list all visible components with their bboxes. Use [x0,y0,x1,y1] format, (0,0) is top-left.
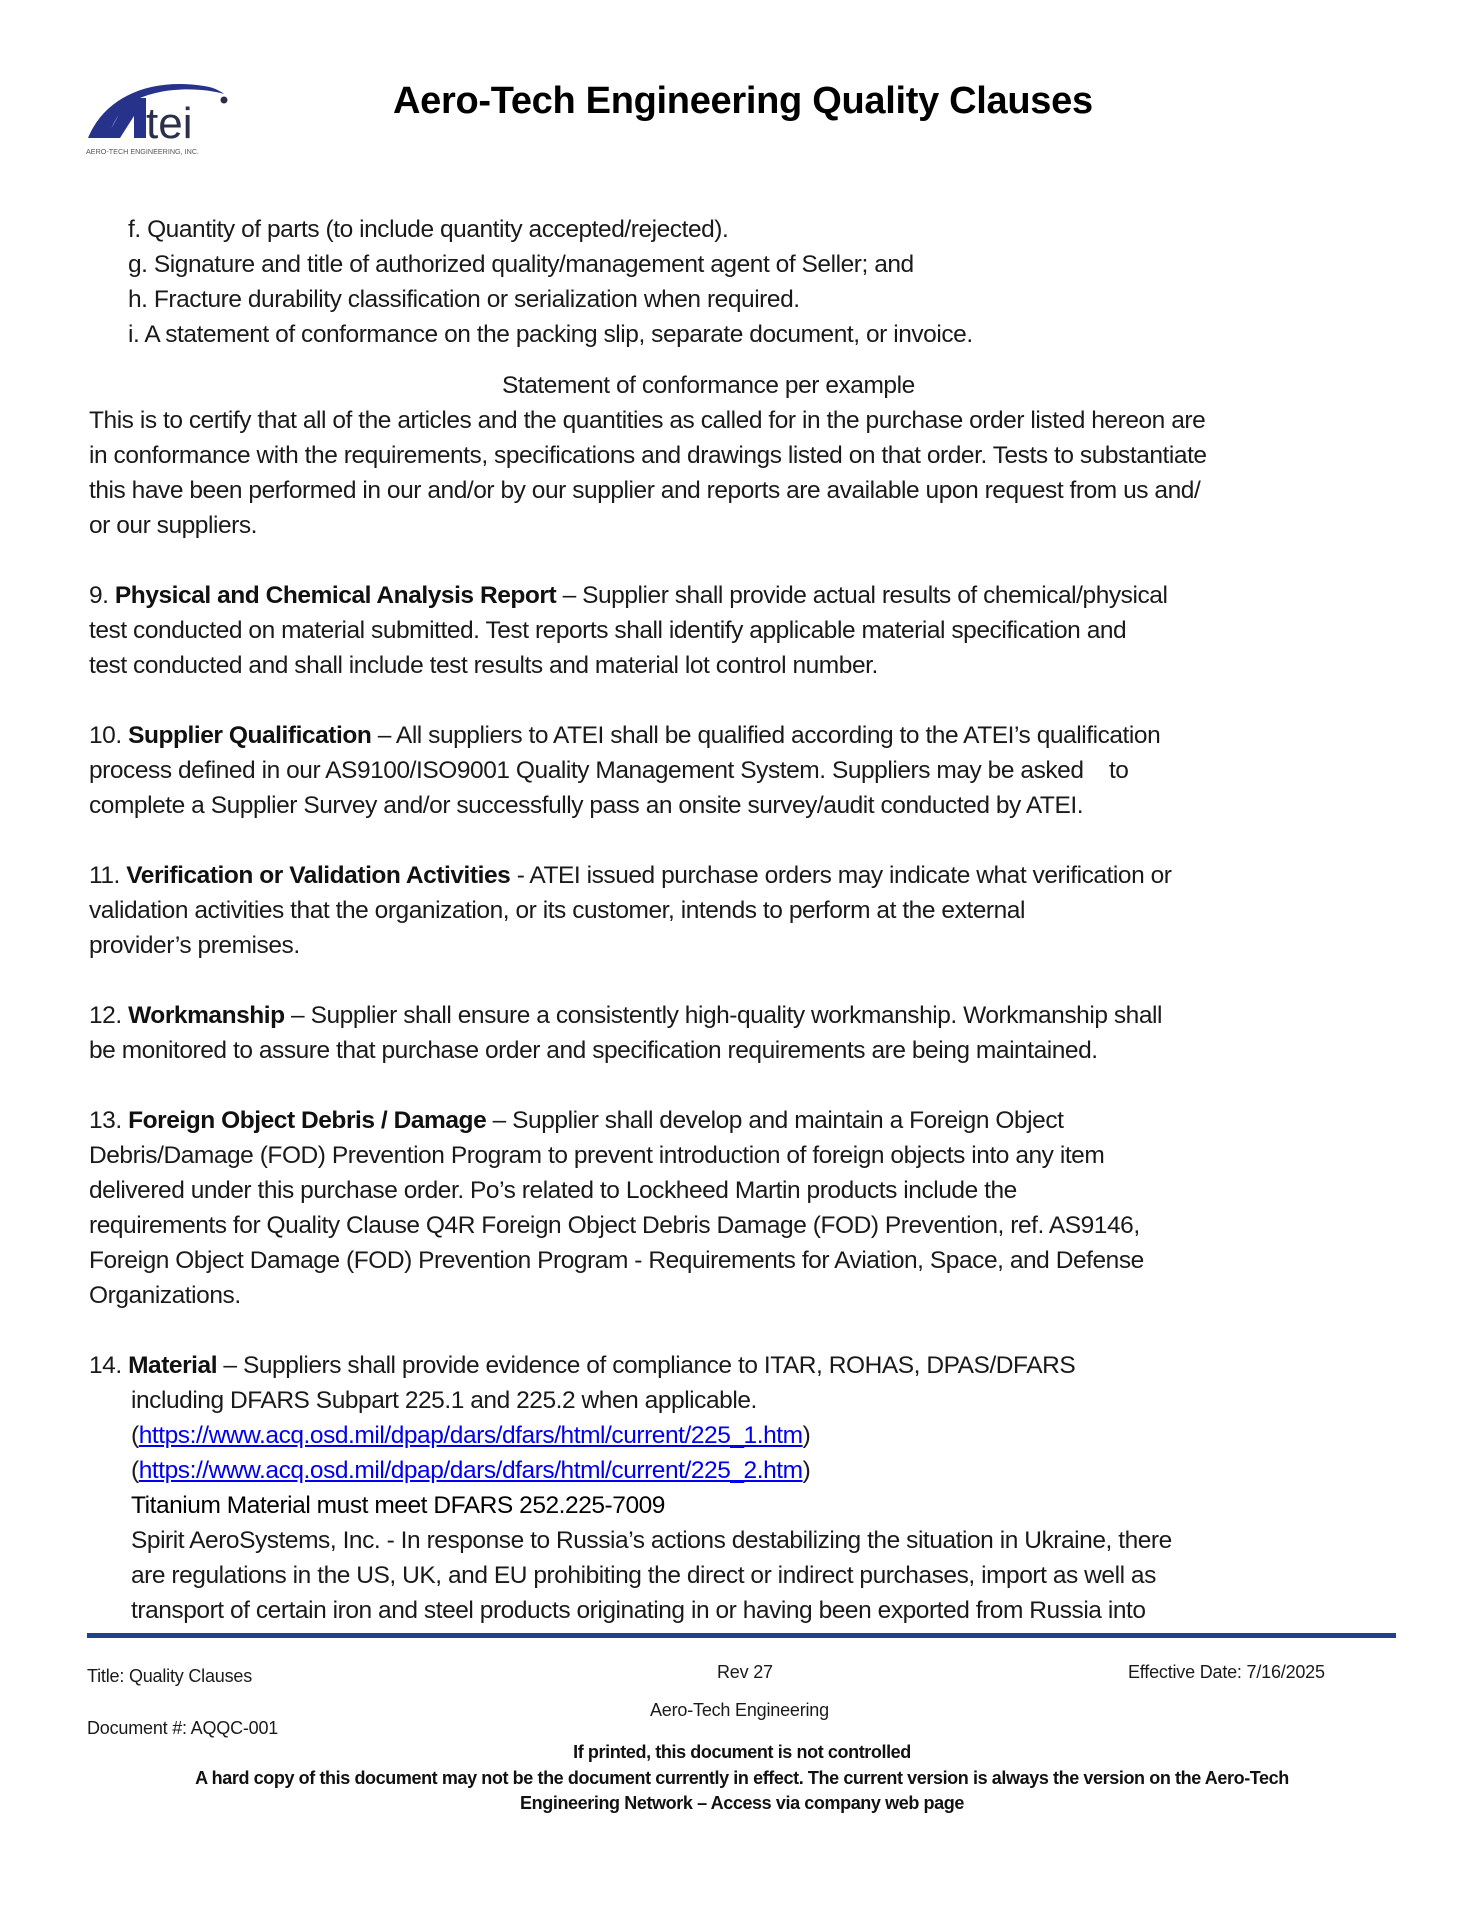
clause-12-heading: 12. Workmanship – Supplier shall ensure a consistently high-quality workmanship. Workmanship shall [89,1002,1162,1029]
clause-9-line: test conducted on material submitted. Test reports shall identify applicable material specification and [89,617,1127,644]
clause-9-line: test conducted and shall include test results and material lot control number. [89,652,878,679]
footer-disclaimer-line-1: A hard copy of this document may not be the document currently in effect. The current version is always the version on the Aero-Tech [195,1768,1289,1788]
conformance-heading: Statement of conformance per example [502,372,915,399]
clause-title: Supplier Qualification [128,722,372,749]
footer-divider [87,1633,1396,1638]
dfars-225-1-link[interactable]: https://www.acq.osd.mil/dpap/dars/dfars/html/current/225_1.htm [138,1422,803,1449]
clause-10-line: process defined in our AS9100/ISO9001 Quality Management System. Suppliers may be asked to [89,757,1129,784]
clause-text: Supplier shall ensure a consistently high-quality workmanship. Workmanship shall [310,1002,1162,1029]
clause-title: Physical and Chemical Analysis Report [114,582,557,609]
clause-number: 12. [89,1002,122,1029]
list-item: g. Signature and title of authorized quality/management agent of Seller; and [128,251,914,278]
footer-document-number: Document #: AQQC-001 [87,1718,279,1738]
company-logo [84,76,234,160]
clause-12-line: be monitored to assure that purchase order and specification requirements are being maintained. [89,1037,1098,1064]
clause-11-line: provider’s premises. [89,932,300,959]
clause-number: 13. [89,1107,122,1134]
atei-logo-icon [84,76,234,160]
footer-title: Title: Quality Clauses [87,1666,252,1686]
clause-13-line: requirements for Quality Clause Q4R Foreign Object Debris Damage (FOD) Prevention, ref. AS9146, [89,1212,1140,1239]
clause-text: Supplier shall provide actual results of chemical/physical [582,582,1168,609]
footer-company: Aero-Tech Engineering [650,1700,829,1720]
document-title: Aero-Tech Engineering Quality Clauses [393,80,1093,122]
svg-text:tei: tei [146,99,193,148]
clause-number: 10. [89,722,122,749]
clause-10-heading: 10. Supplier Qualification – All suppliers to ATEI shall be qualified according to the ATEI’s qualification [89,722,1161,749]
clause-13-line: Debris/Damage (FOD) Prevention Program to prevent introduction of foreign objects into any item [89,1142,1105,1169]
dfars-link-1-row: (https://www.acq.osd.mil/dpap/dars/dfars/html/current/225_1.htm) [131,1422,811,1449]
clause-13-line: Organizations. [89,1282,241,1309]
list-item: i. A statement of conformance on the packing slip, separate document, or invoice. [128,321,973,348]
conformance-line: This is to certify that all of the articles and the quantities as called for in the purchase order listed hereon are [89,407,1206,434]
clause-number: 14. [89,1352,122,1379]
footer-revision: Rev 27 [717,1662,773,1682]
dfars-link-2-row: (https://www.acq.osd.mil/dpap/dars/dfars/html/current/225_2.htm) [131,1457,811,1484]
list-item: f. Quantity of parts (to include quantity accepted/rejected). [128,216,729,243]
conformance-line: this have been performed in our and/or by our supplier and reports are available upon request from us and/ [89,477,1201,504]
russia-notice-line: are regulations in the US, UK, and EU prohibiting the direct or indirect purchases, import as well as [131,1562,1156,1589]
titanium-requirement: Titanium Material must meet DFARS 252.225-7009 [131,1492,665,1519]
clause-14-line: including DFARS Subpart 225.1 and 225.2 when applicable. [131,1387,757,1414]
clause-text: Supplier shall develop and maintain a Foreign Object [512,1107,1064,1134]
clause-text: All suppliers to ATEI shall be qualified according to the ATEI’s qualification [395,722,1161,749]
clause-11-heading: 11. Verification or Validation Activities - ATEI issued purchase orders may indicate what verification or [89,862,1172,889]
clause-text: ATEI issued purchase orders may indicate what verification or [529,862,1172,889]
clause-10-line: complete a Supplier Survey and/or successfully pass an onsite survey/audit conducted by ATEI. [89,792,1084,819]
conformance-line: or our suppliers. [89,512,258,539]
footer-disclaimer-line-2: Engineering Network – Access via company web page [520,1793,964,1813]
clause-13-heading: 13. Foreign Object Debris / Damage – Supplier shall develop and maintain a Foreign Object [89,1107,1064,1134]
russia-notice-line: transport of certain iron and steel products originating in or having been exported from Russia into [131,1597,1146,1624]
footer-not-controlled: If printed, this document is not controlled [573,1742,911,1762]
dfars-225-2-link[interactable]: https://www.acq.osd.mil/dpap/dars/dfars/html/current/225_2.htm [138,1457,803,1484]
clause-number: 11. [89,862,120,889]
russia-notice-line: Spirit AeroSystems, Inc. - In response to Russia’s actions destabilizing the situation in Ukraine, there [131,1527,1172,1554]
conformance-line: in conformance with the requirements, specifications and drawings listed on that order. Tests to substantiate [89,442,1207,469]
clause-13-line: Foreign Object Damage (FOD) Prevention Program - Requirements for Aviation, Space, and Defense [89,1247,1144,1274]
clause-9-heading: 9. Physical and Chemical Analysis Report – Supplier shall provide actual results of chemical/physical [89,582,1168,609]
footer-effective-date: Effective Date: 7/16/2025 [1128,1662,1325,1682]
clause-11-line: validation activities that the organization, or its customer, intends to perform at the external [89,897,1025,924]
clause-title: Foreign Object Debris / Damage [128,1107,487,1134]
list-item: h. Fracture durability classification or serialization when required. [128,286,800,313]
clause-title: Workmanship [128,1002,285,1029]
clause-14-heading: 14. Material – Suppliers shall provide evidence of compliance to ITAR, ROHAS, DPAS/DFARS [89,1352,1076,1379]
clause-title: Verification or Validation Activities [126,862,511,889]
clause-title: Material [128,1352,218,1379]
clause-13-line: delivered under this purchase order. Po’s related to Lockheed Martin products include the [89,1177,1017,1204]
clause-number: 9. [89,582,109,609]
clause-text: Suppliers shall provide evidence of compliance to ITAR, ROHAS, DPAS/DFARS [242,1352,1076,1379]
svg-text:AERO-TECH ENGINEERING, INC.: AERO-TECH ENGINEERING, INC. [86,147,200,156]
